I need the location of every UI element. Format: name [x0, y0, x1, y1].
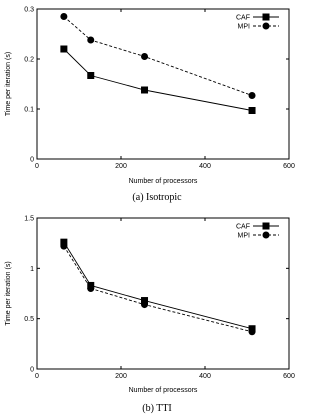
legend-label-caf: CAF: [236, 14, 250, 22]
x-tick-label: 0: [35, 373, 39, 380]
y-tick-label: 0.3: [24, 6, 34, 14]
figure-caption: (b) TTI: [142, 403, 172, 414]
y-axis-title: Time per iteration (s): [5, 261, 12, 326]
x-tick-label: 200: [115, 373, 127, 380]
chart-panel: [5, 7, 295, 204]
x-axis-title: Number of processors: [128, 178, 198, 185]
y-tick-label: 0: [30, 156, 34, 164]
x-tick-label: 200: [115, 163, 127, 170]
x-tick-label: 400: [199, 163, 211, 170]
data-point-mpi: [249, 328, 256, 335]
data-point-caf: [87, 72, 94, 79]
x-tick-label: 0: [35, 163, 39, 170]
y-tick-label: 0: [30, 366, 34, 374]
data-point-caf: [249, 107, 256, 114]
plot-frame: [37, 218, 289, 369]
legend-marker-mpi: [263, 23, 270, 30]
series-line-mpi: [64, 14, 252, 96]
data-point-mpi: [87, 285, 94, 292]
series-line-caf: [64, 49, 252, 111]
x-tick-label: 600: [283, 163, 295, 170]
plot-frame: [37, 9, 289, 159]
chart-panel: [5, 216, 295, 415]
data-point-mpi: [60, 13, 67, 20]
data-point-mpi: [87, 37, 94, 44]
y-tick-label: 0.5: [24, 316, 34, 324]
data-point-mpi: [249, 92, 256, 99]
legend-marker-mpi: [263, 232, 270, 239]
figure-caption: (a) Isotropic: [132, 192, 182, 203]
y-tick-label: 1.5: [24, 215, 34, 223]
y-axis-title: Time per iteration (s): [5, 51, 12, 117]
legend-marker-caf: [263, 223, 270, 230]
y-tick-label: 0.2: [24, 56, 34, 64]
legend-marker-caf: [263, 14, 270, 21]
y-tick-label: 1: [30, 265, 34, 273]
x-tick-label: 400: [199, 373, 211, 380]
x-axis-title: Number of processors: [128, 387, 198, 394]
y-tick-label: 0.1: [24, 106, 34, 114]
data-point-caf: [141, 87, 148, 94]
data-point-mpi: [141, 53, 148, 60]
legend-label-caf: CAF: [236, 223, 250, 231]
data-point-caf: [60, 46, 67, 53]
legend-label-mpi: MPI: [237, 23, 250, 31]
legend-label-mpi: MPI: [237, 232, 250, 240]
data-point-mpi: [60, 243, 67, 250]
data-point-mpi: [141, 301, 148, 308]
x-tick-label: 600: [283, 373, 295, 380]
